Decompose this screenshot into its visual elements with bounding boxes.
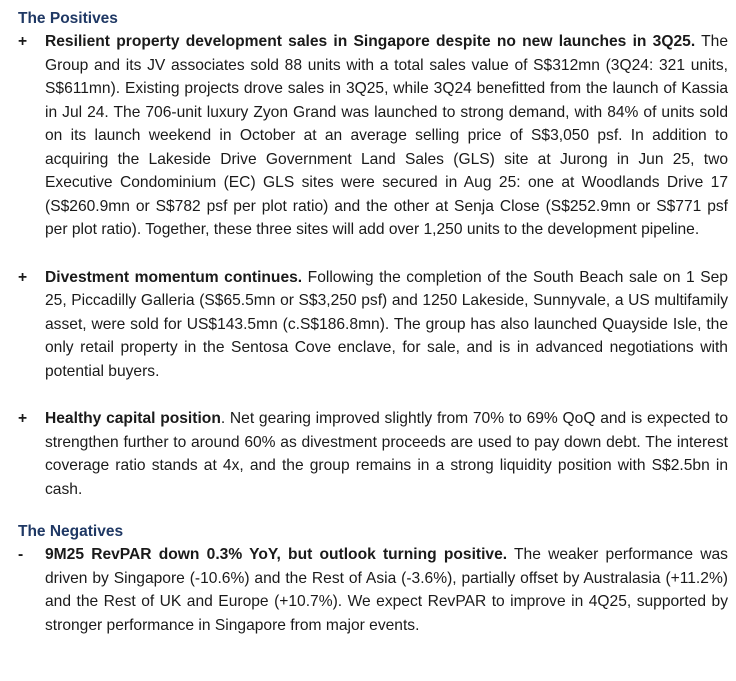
item-text: The Group and its JV associates sold 88 units with a total sales value of S$312mn (3Q24: 321 units, S$611mn). Existing projects drove sales in 3Q25, while 3Q24 benefitted from the launch of Kassia in Jul 24. The 706-unit luxury Zyon Grand was launched to strong demand, with 84% of units sold on its launch weekend in October at an average selling price of S$3,050 psf. In addition to acquiring the Lakeside Drive Government Land Sales (GLS) site at Jurong in Jun 25, two Executive Condominium (EC) GLS sites were secured in Aug 25: one at Woodlands Drive 17 (S$260.9mn or S$782 psf per plot ratio) and the other at Senja Close (S$252.9mn or S$771 psf per plot ratio). Together, these three sites will add over 1,250 units to the development pipeline. <box>45 33 729 238</box>
item-text: Following the completion of the South Beach sale on 1 Sep 25, Piccadilly Galleria (S$65.5mn or S$3,250 psf) and 1250 Lakeside, Sunnyvale, a US multifamily asset, were sold for US$143.5mn (c.S$186.8mn). The group has also launched Quayside Isle, the only retail property in the Sentosa Cove enclave, for sale, and is in advanced negotiations with potential buyers. <box>45 268 728 380</box>
plus-bullet: + <box>18 33 28 50</box>
item-body <box>45 407 728 501</box>
item-text: The weaker performance was driven by Singapore (-10.6%) and the Rest of Asia (-3.6%), partially offset by Australasia (+11.2%) and the Rest of UK and Europe (+10.7%). We expect RevPAR to improve in 4Q25, supported by stronger performance in Singapore from major events. <box>45 546 728 634</box>
item-body <box>45 266 728 384</box>
item-body <box>45 30 728 242</box>
positive-item-property-sales <box>18 30 728 242</box>
item-lead: 9M25 RevPAR down 0.3% YoY, but outlook turning positive. <box>45 546 508 563</box>
item-body <box>45 543 728 637</box>
negatives-heading: The Negatives <box>18 523 124 540</box>
item-lead: Resilient property development sales in Singapore despite no new launches in 3Q25. <box>45 33 696 50</box>
positives-heading: The Positives <box>18 10 118 27</box>
negative-item-revpar <box>18 543 728 637</box>
item-text: . Net gearing improved slightly from 70% to 69% QoQ and is expected to strengthen further to around 60% as divestment proceeds are used to pay down debt. The interest coverage ratio stands at 4x, and the group remains in a strong liquidity position with S$2.5bn in cash. <box>45 410 728 498</box>
positive-item-divestment <box>18 266 728 384</box>
item-lead: Divestment momentum continues. <box>45 268 303 286</box>
positive-item-capital <box>18 407 728 501</box>
plus-bullet: + <box>18 410 28 427</box>
plus-bullet: + <box>18 268 28 286</box>
minus-bullet: - <box>18 546 24 563</box>
item-lead: Healthy capital position <box>45 410 221 427</box>
